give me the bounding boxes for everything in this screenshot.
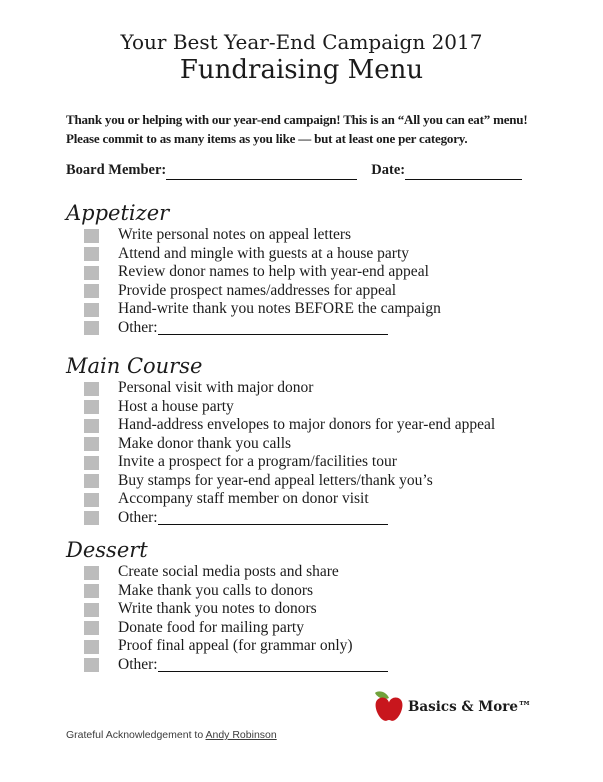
checklist-item bbox=[66, 453, 603, 472]
intro-line-2: Please commit to as many items as you like — but at least one per category. bbox=[66, 131, 468, 146]
checklist-item-label: Make donor thank you calls bbox=[118, 434, 292, 452]
checkbox[interactable] bbox=[84, 400, 99, 414]
section-heading-main-course: Main Course bbox=[66, 354, 203, 378]
checklist-item bbox=[66, 435, 603, 454]
other-label: Other: bbox=[118, 655, 158, 673]
other-field[interactable] bbox=[158, 510, 388, 525]
title-block bbox=[0, 0, 603, 86]
checklist-item-label: Buy stamps for year-end appeal letters/thank you’s bbox=[118, 471, 433, 489]
section-appetizer bbox=[66, 200, 603, 337]
checkbox[interactable] bbox=[84, 303, 99, 317]
brand-logo bbox=[374, 689, 531, 725]
checkbox[interactable] bbox=[84, 621, 99, 635]
checklist-item bbox=[66, 226, 603, 245]
checklist-item bbox=[66, 379, 603, 398]
checklist-item-label: Hand-address envelopes to major donors for year-end appeal bbox=[118, 416, 496, 433]
checkbox[interactable] bbox=[84, 437, 99, 451]
checkbox[interactable] bbox=[84, 474, 99, 488]
checklist-item-other bbox=[66, 319, 603, 338]
checklist-item bbox=[66, 263, 603, 282]
checklist-item bbox=[66, 600, 603, 619]
checklist-item bbox=[66, 637, 603, 656]
checklist-item-other bbox=[66, 656, 603, 675]
checklist-item bbox=[66, 472, 603, 491]
checkbox[interactable] bbox=[84, 640, 99, 654]
checklist-item-label: Donate food for mailing party bbox=[118, 618, 304, 636]
checklist-item bbox=[66, 416, 603, 435]
checklist-item-label: Make thank you calls to donors bbox=[118, 581, 314, 599]
section-heading-appetizer: Appetizer bbox=[66, 201, 170, 225]
signature-row bbox=[66, 161, 603, 180]
checklist-item-label: Proof final appeal (for grammar only) bbox=[118, 637, 353, 654]
checklist-item bbox=[66, 398, 603, 417]
checklist-item-label: Provide prospect names/addresses for appeal bbox=[118, 281, 397, 299]
date-field[interactable] bbox=[405, 164, 522, 180]
intro-paragraph bbox=[66, 110, 603, 148]
section-dessert bbox=[66, 537, 603, 674]
checkbox[interactable] bbox=[84, 247, 99, 261]
section-main-course bbox=[66, 353, 603, 527]
checkbox[interactable] bbox=[84, 229, 99, 243]
document-subtitle: Your Best Year-End Campaign 2017 bbox=[120, 30, 483, 54]
checklist-item-other bbox=[66, 509, 603, 528]
checkbox[interactable] bbox=[84, 456, 99, 470]
apple-logo-icon bbox=[374, 689, 404, 725]
checkbox[interactable] bbox=[84, 266, 99, 280]
checklist-item-label: Review donor names to help with year-end appeal bbox=[118, 263, 429, 280]
checklist-item bbox=[66, 563, 603, 582]
checkbox[interactable] bbox=[84, 284, 99, 298]
checkbox[interactable] bbox=[84, 321, 99, 335]
document-title: Fundraising Menu bbox=[179, 55, 424, 85]
checklist-item-label: Write thank you notes to donors bbox=[118, 600, 317, 617]
checklist-item-label: Personal visit with major donor bbox=[118, 379, 314, 396]
checkbox[interactable] bbox=[84, 511, 99, 525]
checklist-item bbox=[66, 282, 603, 301]
checkbox[interactable] bbox=[84, 603, 99, 617]
checklist-item-label: Host a house party bbox=[118, 397, 234, 415]
other-label: Other: bbox=[118, 508, 158, 526]
acknowledgement bbox=[66, 729, 277, 741]
checklist-item bbox=[66, 245, 603, 264]
other-field[interactable] bbox=[158, 657, 388, 672]
checkbox[interactable] bbox=[84, 566, 99, 580]
acknowledgement-text: Grateful Acknowledgement to bbox=[66, 729, 206, 741]
checklist-item-label: Attend and mingle with guests at a house party bbox=[118, 244, 409, 262]
checkbox[interactable] bbox=[84, 493, 99, 507]
intro-line-1: Thank you or helping with our year-end campaign! This is an “All you can eat” menu! bbox=[66, 112, 528, 127]
checklist-item-label: Accompany staff member on donor visit bbox=[118, 490, 369, 507]
checklist-item-label: Create social media posts and share bbox=[118, 563, 339, 580]
checklist-item-label: Write personal notes on appeal letters bbox=[118, 226, 352, 243]
section-heading-dessert: Dessert bbox=[66, 538, 148, 562]
checkbox[interactable] bbox=[84, 658, 99, 672]
checkbox[interactable] bbox=[84, 382, 99, 396]
checkbox[interactable] bbox=[84, 584, 99, 598]
andy-robinson-link[interactable]: Andy Robinson bbox=[205, 729, 277, 741]
board-member-label: Board Member: bbox=[66, 162, 167, 178]
brand-name: Basics & More™ bbox=[408, 699, 532, 715]
date-label: Date: bbox=[371, 162, 406, 178]
checklist-item bbox=[66, 300, 603, 319]
checkbox[interactable] bbox=[84, 419, 99, 433]
checklist-item-label: Invite a prospect for a program/facilities tour bbox=[118, 453, 397, 470]
other-field[interactable] bbox=[158, 320, 388, 335]
board-member-field[interactable] bbox=[166, 164, 357, 180]
checklist-item bbox=[66, 490, 603, 509]
checklist-item bbox=[66, 619, 603, 638]
checklist-item-label: Hand-write thank you notes BEFORE the campaign bbox=[118, 300, 441, 317]
other-label: Other: bbox=[118, 318, 158, 336]
checklist-item bbox=[66, 582, 603, 601]
